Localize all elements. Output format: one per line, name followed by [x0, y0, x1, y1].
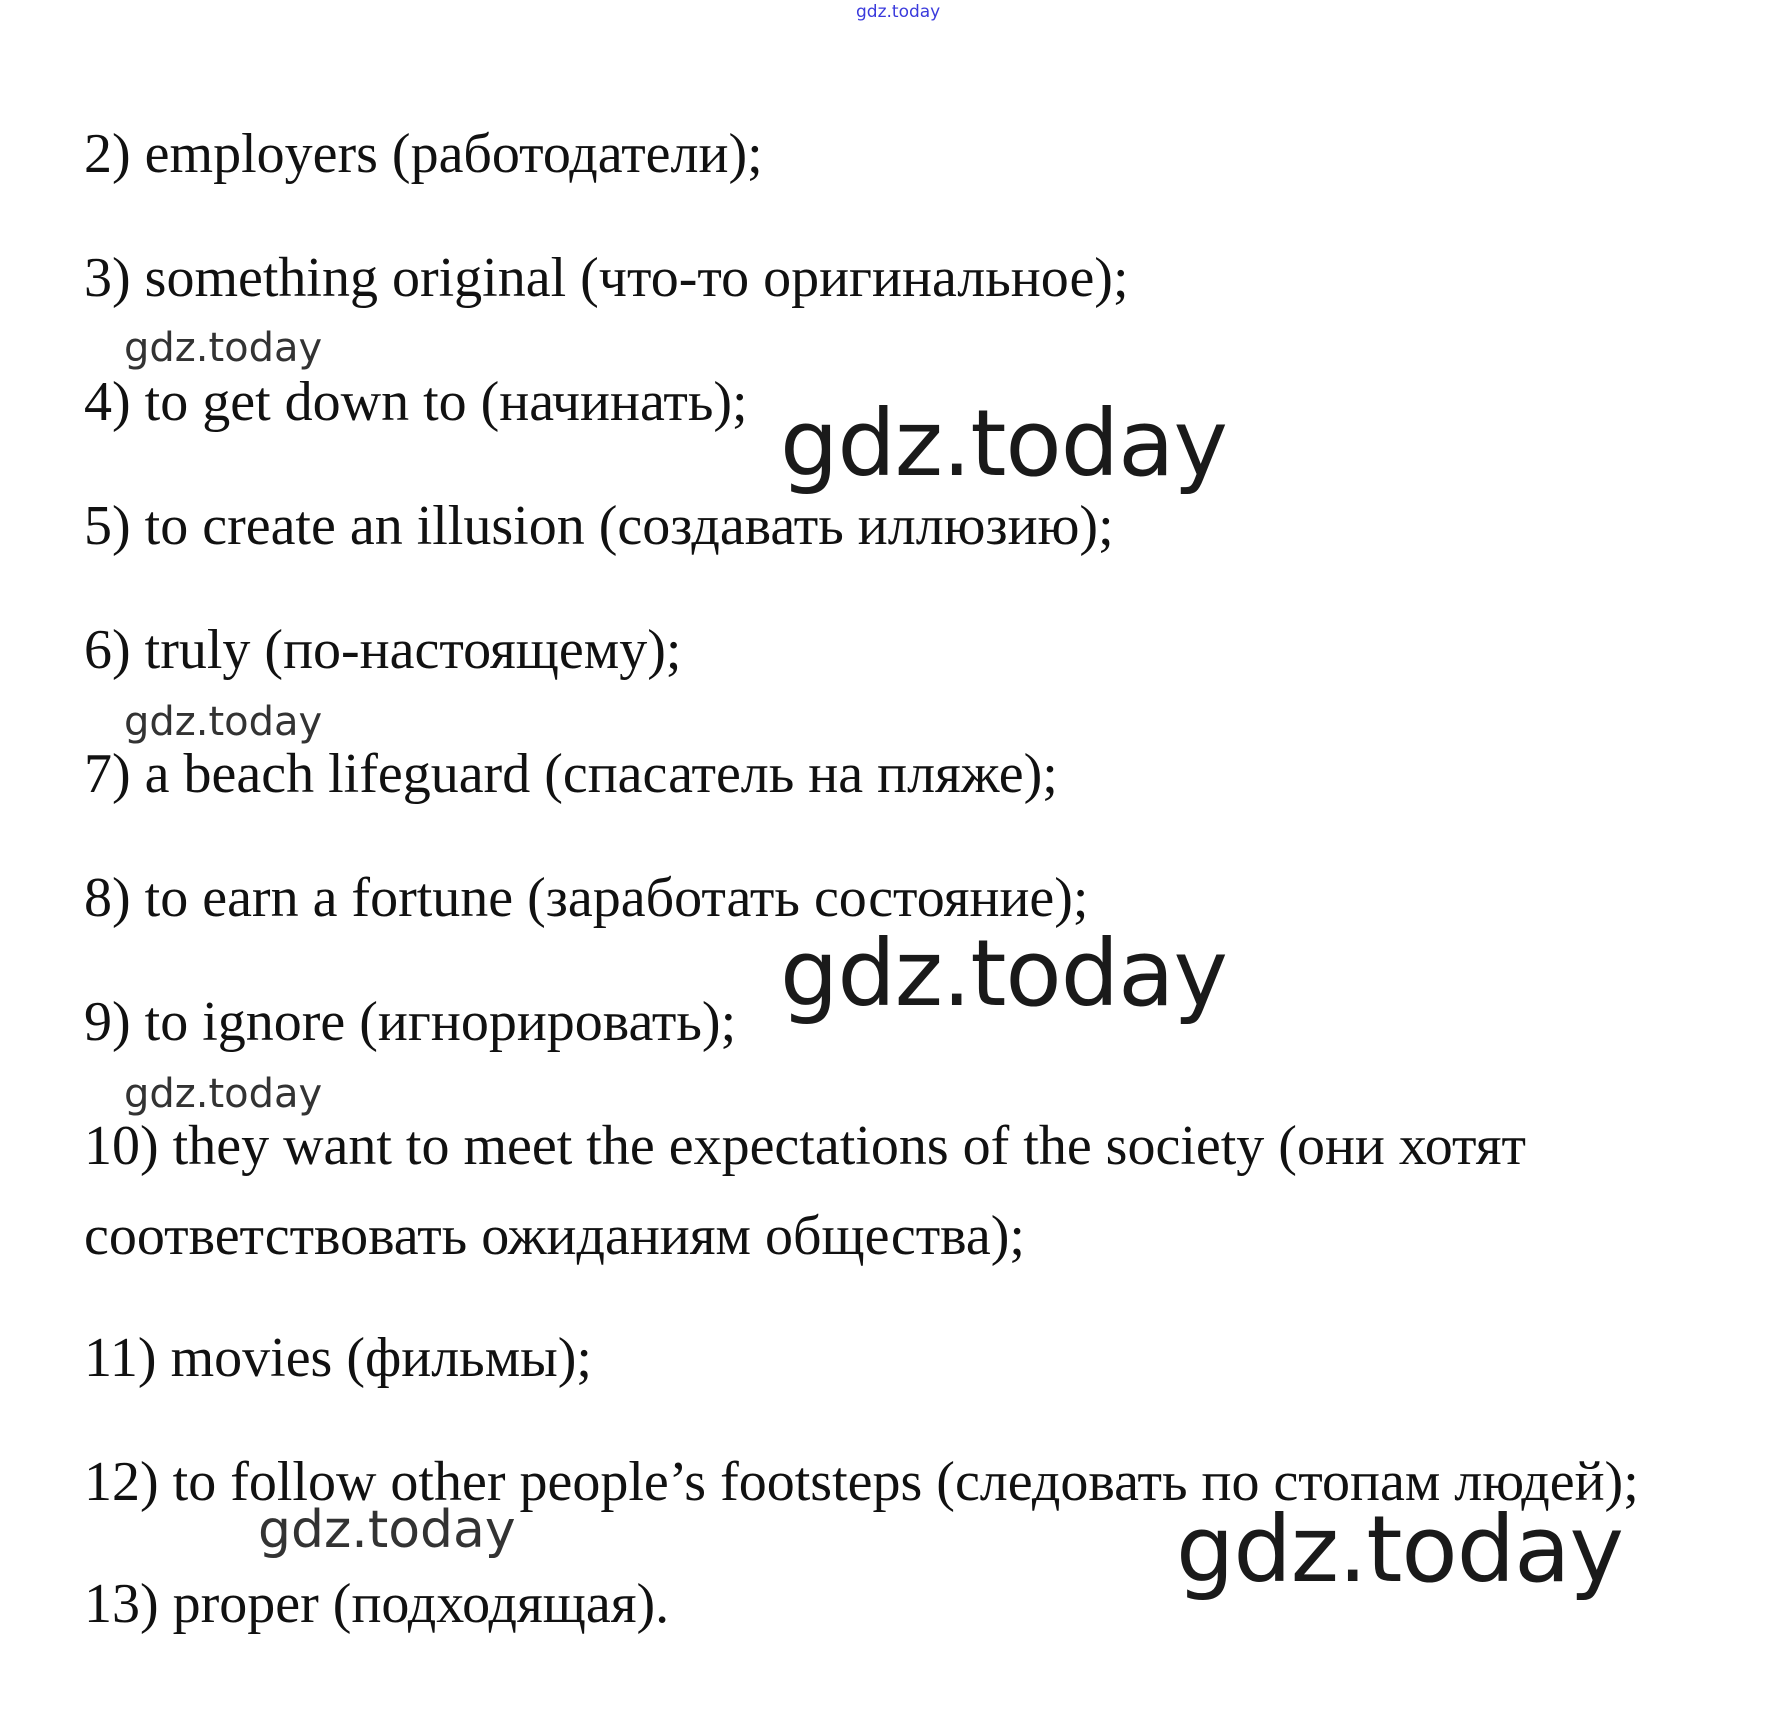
answer-item-8: 8) to earn a fortune (заработать состояние); — [84, 867, 1089, 929]
watermark-large-1: gdz.today — [780, 390, 1227, 497]
watermark-small-3: gdz.today — [124, 1071, 323, 1117]
answer-item-11: 11) movies (фильмы); — [84, 1327, 592, 1389]
answer-item-3: 3) something original (что-то оригинальное); — [84, 247, 1129, 309]
answer-item-9: 9) to ignore (игнорировать); — [84, 991, 737, 1053]
answer-item-10-line-2: соответствовать ожиданиям общества); — [84, 1205, 1025, 1267]
watermark-small-1: gdz.today — [124, 325, 323, 371]
answer-item-4: 4) to get down to (начинать); — [84, 371, 748, 433]
answer-item-7: 7) a beach lifeguard (спасатель на пляже); — [84, 743, 1058, 805]
answer-item-2: 2) employers (работодатели); — [84, 123, 763, 185]
answer-item-12: 12) to follow other people’s footsteps (следовать по стопам людей); — [84, 1451, 1639, 1513]
answer-item-5: 5) to create an illusion (создавать иллюзию); — [84, 495, 1114, 557]
watermark-large-3: gdz.today — [1176, 1496, 1623, 1603]
answer-item-10-line-1: 10) they want to meet the expectations of the society (они хотят — [84, 1115, 1526, 1177]
watermark-small-4: gdz.today — [258, 1500, 516, 1560]
watermark-large-2: gdz.today — [780, 920, 1227, 1027]
answer-item-6: 6) truly (по-настоящему); — [84, 619, 682, 681]
answer-item-13: 13) proper (подходящая). — [84, 1573, 670, 1635]
watermark-top: gdz.today — [856, 2, 941, 22]
watermark-small-2: gdz.today — [124, 699, 323, 745]
